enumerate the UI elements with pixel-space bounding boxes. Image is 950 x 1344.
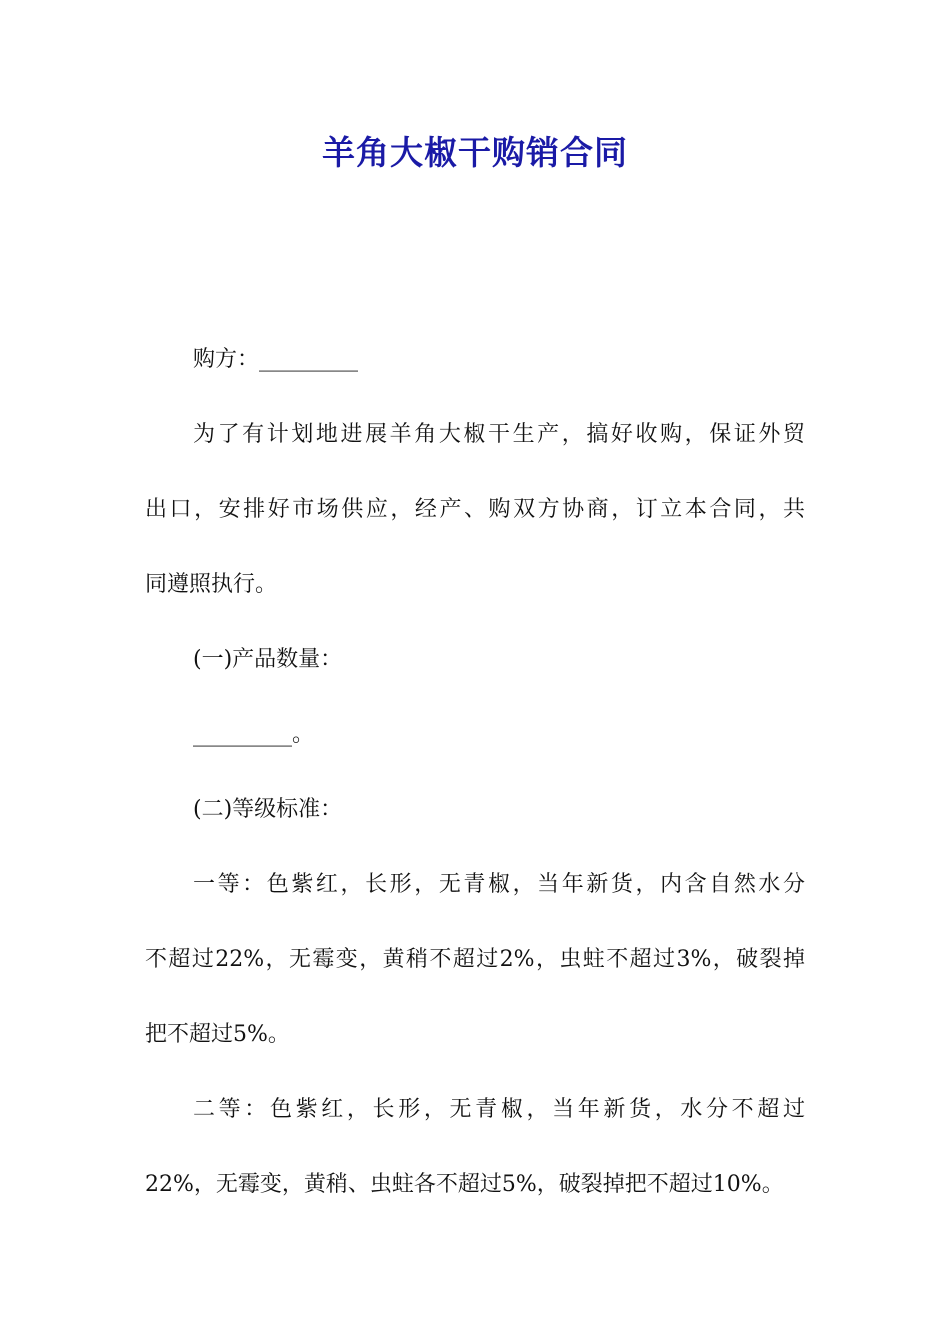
paragraph-line: 为了有计划地进展羊角大椒干生产，搞好收购，保证外贸: [193, 422, 805, 447]
buyer-line: 购方：_________: [193, 347, 359, 372]
quantity-blank-line: _________。: [193, 722, 315, 747]
document-body: [145, 335, 805, 1235]
grade-one-line: 把不超过5%。: [145, 1022, 290, 1047]
paragraph-line: 出口，安排好市场供应，经产、购双方协商，订立本合同，共: [145, 497, 805, 522]
grade-one-line: 一等：色紫红，长形，无青椒，当年新货，内含自然水分: [193, 872, 805, 897]
paragraph-line: 同遵照执行。: [145, 572, 278, 597]
grade-one-line: 不超过22%，无霉变，黄稍不超过2%，虫蛀不超过3%，破裂掉: [145, 947, 805, 972]
section-heading-quantity: (一)产品数量：: [193, 647, 343, 672]
grade-two-line: 二等：色紫红，长形，无青椒，当年新货，水分不超过: [193, 1097, 805, 1122]
grade-two-line: 22%，无霉变，黄稍、虫蛀各不超过5%，破裂掉把不超过10%。: [145, 1172, 784, 1197]
section-heading-grade: (二)等级标准：: [193, 797, 343, 822]
document-title: 羊角大椒干购销合同: [322, 133, 628, 172]
